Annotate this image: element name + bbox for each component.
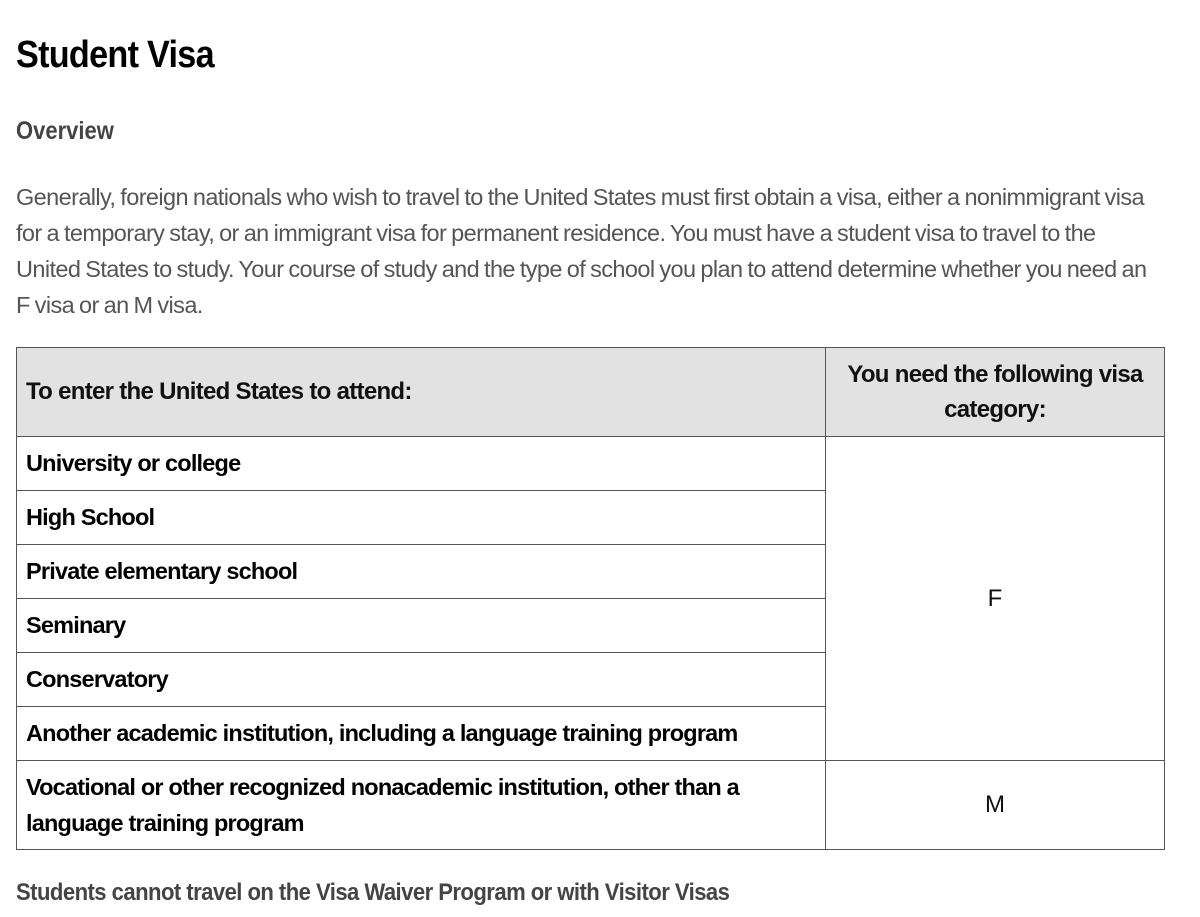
table-row xyxy=(17,761,1165,850)
intro-paragraph: Generally, foreign nationals who wish to travel to the United States must first obtain a visa, either a nonimmigrant visa for a temporary stay, or an immigrant visa for permanent residence. You must have a student visa to travel to the United States to study. Your course of study and the type of school you plan to attend determine whether you need an F visa or an M visa. xyxy=(16,184,1147,318)
page-title: Student Visa xyxy=(16,34,214,76)
visa-category-f: F xyxy=(826,437,1165,761)
visa-waiver-heading: Students cannot travel on the Visa Waiver Program or with Visitor Visas xyxy=(16,879,730,906)
section-heading-overview: Overview xyxy=(16,117,114,145)
school-type-cell: Another academic institution, including a language training program xyxy=(17,707,826,761)
school-type-cell: Vocational or other recognized nonacademic institution, other than a language training program xyxy=(17,761,826,850)
school-type-cell: Conservatory xyxy=(17,653,826,707)
table-row xyxy=(17,437,1165,491)
school-type-cell: Private elementary school xyxy=(17,545,826,599)
school-type-cell: High School xyxy=(17,491,826,545)
school-type-cell: University or college xyxy=(17,437,826,491)
table-header-row xyxy=(17,348,1165,437)
visa-category-m: M xyxy=(826,761,1165,850)
visa-category-table xyxy=(16,347,1165,850)
school-type-cell: Seminary xyxy=(17,599,826,653)
header-visa-category: You need the following visa category: xyxy=(826,348,1165,437)
header-school-type: To enter the United States to attend: xyxy=(17,348,826,437)
